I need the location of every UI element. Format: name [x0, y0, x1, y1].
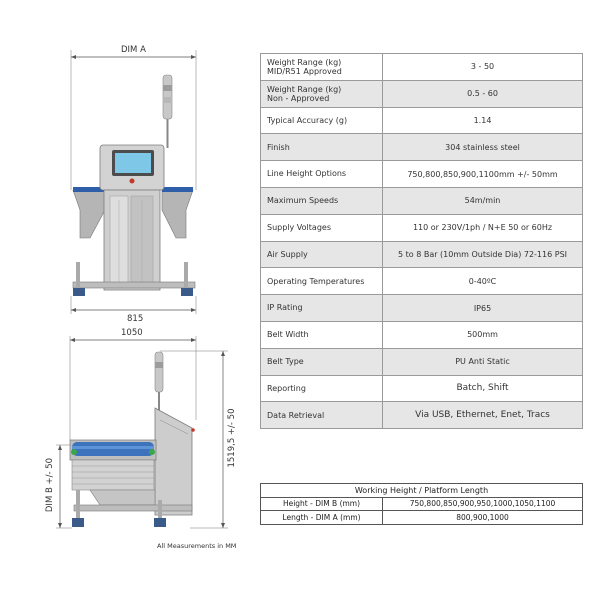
spec-value: 5 to 8 Bar (10mm Outside Dia) 72-116 PSI	[383, 241, 583, 268]
side-length-1050-label: 1050	[121, 328, 143, 338]
measurements-footnote: All Measurements in MM	[157, 542, 237, 550]
spec-label-line: Belt Type	[267, 357, 304, 367]
spec-value: 750,800,850,900,1100mm +/- 50mm	[383, 161, 583, 188]
spec-value: 500mm	[383, 321, 583, 348]
spec-label	[261, 375, 383, 402]
table-row	[261, 241, 583, 268]
height-dim-b-label: Height - DIM B (mm)	[261, 497, 383, 511]
table-row	[261, 402, 583, 429]
table-row	[261, 134, 583, 161]
spec-value: 0.5 - 60	[383, 80, 583, 107]
spec-label	[261, 107, 383, 134]
table-row	[261, 295, 583, 322]
spec-label-line: Belt Width	[267, 330, 309, 340]
spec-value: 304 stainless steel	[383, 134, 583, 161]
spec-label	[261, 321, 383, 348]
dim-a-label: DIM A	[121, 45, 146, 55]
spec-value: Batch, Shift	[383, 375, 583, 402]
spec-label-line: Line Height Options	[267, 169, 347, 179]
spec-value: Via USB, Ethernet, Enet, Tracs	[383, 402, 583, 429]
spec-value: 1.14	[383, 107, 583, 134]
table-row	[261, 161, 583, 188]
spec-label	[261, 348, 383, 375]
table-row	[261, 511, 583, 525]
spec-label	[261, 295, 383, 322]
spec-label-line: Weight Range (kg)	[267, 84, 342, 94]
working-height-table	[260, 483, 583, 525]
spec-label-line: Typical Accuracy (g)	[267, 115, 348, 125]
spec-label	[261, 80, 383, 107]
spec-label	[261, 54, 383, 81]
spec-label-line: Operating Temperatures	[267, 276, 365, 286]
spec-label	[261, 161, 383, 188]
spec-label-line: Data Retrieval	[267, 410, 325, 420]
table-row	[261, 497, 583, 511]
working-height-title: Working Height / Platform Length	[261, 484, 583, 498]
spec-value: IP65	[383, 295, 583, 322]
specifications-table	[260, 53, 583, 429]
table-row	[261, 54, 583, 81]
spec-label-line: Weight Range (kg)	[267, 57, 342, 67]
spec-value: 0-40ºC	[383, 268, 583, 295]
length-dim-a-value: 800,900,1000	[383, 511, 583, 525]
table-row	[261, 375, 583, 402]
spec-label-line: Reporting	[267, 383, 306, 393]
spec-value: 3 - 50	[383, 54, 583, 81]
spec-label	[261, 187, 383, 214]
spec-label	[261, 402, 383, 429]
table-row	[261, 80, 583, 107]
overall-height-label: 1519,5 +/- 50	[227, 408, 237, 468]
table-row	[261, 214, 583, 241]
front-width-815-label: 815	[127, 314, 144, 324]
table-row	[261, 268, 583, 295]
dim-b-label: DIM B +/- 50	[45, 457, 55, 513]
spec-label-line: Maximum Speeds	[267, 196, 339, 206]
spec-label-line: IP Rating	[267, 303, 303, 313]
height-dim-b-value: 750,800,850,900,950,1000,1050,1100	[383, 497, 583, 511]
spec-label	[261, 214, 383, 241]
technical-drawings	[0, 0, 255, 560]
spec-label-line: Air Supply	[267, 249, 308, 259]
length-dim-a-label: Length - DIM A (mm)	[261, 511, 383, 525]
side-view-drawing	[0, 330, 255, 550]
table-row	[261, 107, 583, 134]
table-row	[261, 348, 583, 375]
spec-label	[261, 268, 383, 295]
spec-value: 110 or 230V/1ph / N+E 50 or 60Hz	[383, 214, 583, 241]
working-height-header-row	[261, 484, 583, 498]
spec-label	[261, 241, 383, 268]
spec-label-line: Non - Approved	[267, 93, 330, 103]
spec-label	[261, 134, 383, 161]
spec-value: 54m/min	[383, 187, 583, 214]
spec-label-line: MID/R51 Approved	[267, 66, 342, 76]
spec-label-line: Supply Voltages	[267, 223, 331, 233]
table-row	[261, 321, 583, 348]
table-row	[261, 187, 583, 214]
specifications-table-body	[261, 54, 583, 429]
spec-label-line: Finish	[267, 142, 290, 152]
spec-value: PU Anti Static	[383, 348, 583, 375]
